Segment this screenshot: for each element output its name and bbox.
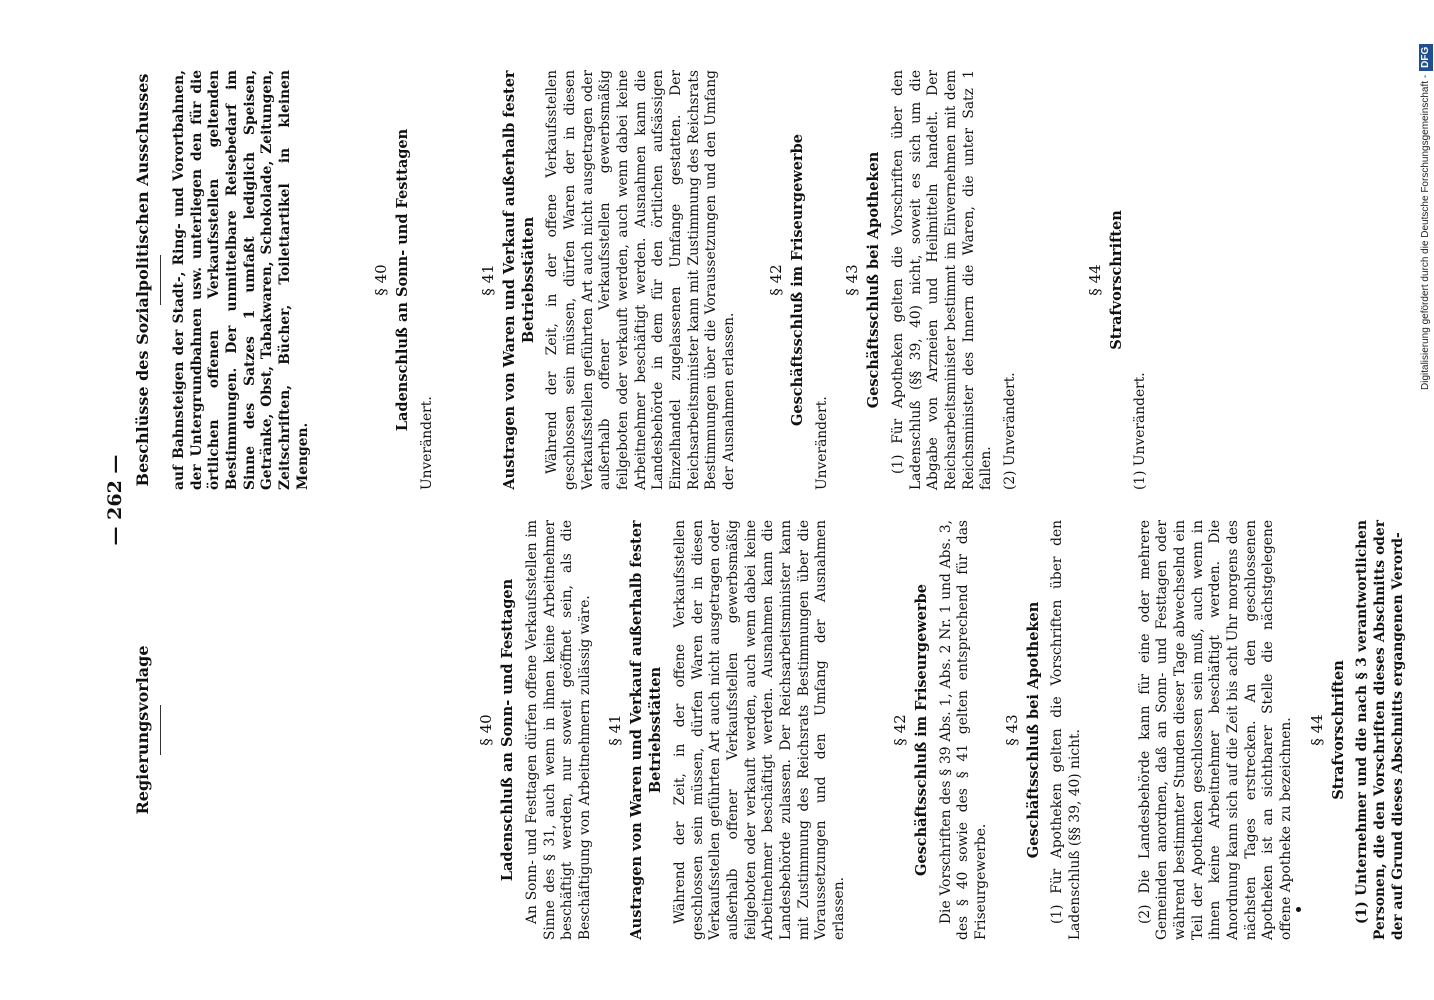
paragraph: (1) Für Apotheken gelten die Vorschriften über den Ladenschluß (§§ 39, 40) nicht. [1049, 520, 1084, 940]
section-40 [477, 520, 594, 940]
left-column [128, 520, 1419, 940]
left-column-heading: Regierungsvorlage [133, 645, 152, 815]
section-title: Strafvorschriften [1329, 660, 1347, 800]
paragraph: (1) Unternehmer und die nach § 3 verantwortlichen Personen, die den Vorschriften dieses Abschnitts oder der auf Grund dieses Abschnitts ergangenen Verord- [1354, 520, 1406, 940]
paragraph: Während der Zeit, in der offene Verkaufsstellen geschlossen sein müssen, dürfen Waren der in diesen Verkaufsstellen geführten Art auch nicht ausgetragen oder außerhalb offener Verkaufsstellen gewerbsmäßig feilgeboten oder verkauft werden, auch wenn dabei keine Arbeitnehmer beschäftigt werden. Ausnahmen kann die Landesbehörde zulassen. Der Reichsarbeitsminister kann mit Zustimmung des Reichsrats Bestimmungen über die Voraussetzungen und den Umfang der Ausnahmen erlassen. [672, 520, 848, 940]
dfg-logo: DFG [1419, 44, 1433, 71]
paragraph: Unverändert. [813, 396, 830, 490]
section-title: Ladenschluß an Sonn- und Festtagen [499, 578, 516, 882]
section-43 [1003, 520, 1296, 940]
section-number: § 44 [1307, 714, 1326, 746]
section-42 [767, 70, 832, 490]
section-number: § 41 [478, 264, 497, 296]
section-number: § 41 [606, 714, 625, 746]
heading-rule [160, 255, 161, 305]
section-42 [891, 520, 991, 940]
intro-paragraph: auf Bahnsteigen der Stadt-, Ring- und Vorortbahnen, der Untergrundbahnen usw. unterliegen den für die örtlichen offenen Verkaufsstellen geltenden Bestimmungen. Der unmittelbare Reisebedarf im Sinne des Satzes 1 umfaßt lediglich Speisen, Getränke, Obst, Tabakwaren, Schokolade, Zeitungen, Zeitschriften, Bücher, Toilettartikel in kleinen Mengen. [171, 70, 311, 490]
section-title: Ladenschluß an Sonn- und Festtagen [394, 128, 412, 432]
section-number: § 40 [477, 714, 495, 746]
paragraph: (2) Unverändert. [1001, 372, 1018, 490]
right-column-heading: Beschlüsse des Sozialpolitischen Ausschusses [133, 73, 152, 487]
section-title: Austragen von Waren und Verkauf außerhalb fester Betriebsstätten [628, 520, 665, 940]
section-41 [606, 520, 848, 940]
right-column [128, 70, 1162, 490]
section-number: § 40 [372, 264, 391, 296]
section-number: § 43 [843, 264, 862, 296]
section-number: § 44 [1085, 264, 1104, 296]
section-title: Geschäftsschluß im Friseurgewerbe [912, 583, 930, 877]
paragraph: Unverändert. [419, 396, 436, 490]
paragraph: Während der Zeit, in der offene Verkaufsstellen geschlossen sein müssen, dürfen Waren der in diesen Verkaufsstellen geführten Art auch nicht ausgetragen oder außerhalb offener Verkaufsstellen gewerbsmäßig feilgeboten oder verkauft werden, auch wenn dabei keine Arbeitnehmer beschäftigt werden. Ausnahmen kann die Landesbehörde in dem für den örtlichen aufsässigen Einzelhandel zugelassenen Umfange gestatten. Der Reichsarbeitsminister kann mit Zustimmung des Reichsrats Bestimmungen über die Voraussetzungen und den Umfang der Ausnahmen erlassen. [544, 70, 737, 490]
section-number: § 42 [890, 714, 909, 746]
section-41 [479, 70, 739, 490]
digitization-credit [1410, 10, 1434, 390]
paragraph: (2) Die Landesbehörde kann für eine oder mehrere Gemeinden anordnen, daß an Sonn- und Festtagen oder während bestimmter Stunden dieser Tage abwechselnd ein Teil der Apotheken geschlossen sein muß, auch wenn in ihnen keine Arbeitnehmer beschäftigt werden. Die Anordnung kann sich auf die Zeit bis acht Uhr morgens des nächsten Tages erstrecken. An den geschlossenen Apotheken ist an sichtbarer Stelle die nächstgelegene offene Apotheke zu bezeichnen. [1136, 520, 1294, 940]
paragraph: (1) Unverändert. [1132, 372, 1149, 490]
section-title: Geschäftsschluß im Friseurgewerbe [788, 133, 806, 427]
section-44 [1086, 70, 1151, 490]
section-44 [1308, 520, 1408, 940]
section-title: Strafvorschriften [1107, 210, 1125, 350]
page-number: — 262 — [104, 454, 126, 546]
paragraph: An Sonn- und Festtagen dürfen offene Verkaufsstellen im Sinne des § 31, auch wenn in ihnen keine Arbeitnehmer beschäftigt werden, nur soweit geöffnet sein, als die Beschäftigung von Arbeitnehmern zulässig wäre. [523, 520, 593, 940]
section-number: § 43 [1002, 714, 1021, 746]
credit-text: Digitalisierung gefördert durch die Deutsche Forschungsgemeinschaft - [1420, 74, 1431, 390]
paragraph: Die Vorschriften des § 39 Abs. 1, Abs. 2 Nr. 1 und Abs. 3, des § 40 sowie des § 41 gelten entsprechend für das Friseurgewerbe. [937, 520, 989, 940]
section-title: Austragen von Waren und Verkauf außerhalb fester Betriebsstätten [500, 70, 537, 490]
paragraph: (1) Für Apotheken gelten die Vorschriften über den Ladenschluß (§§ 39, 40) nicht, soweit es sich um die Abgabe von Arzneien und Heilmitteln handelt. Der Reichsarbeitsminister bestimmt im Einvernehmen mit dem Reichsminister des Innern die Waren, die unter Satz 1 fallen. [890, 70, 995, 490]
section-number: § 42 [766, 264, 785, 296]
section-43 [843, 70, 1019, 490]
section-title: Geschäftsschluß bei Apotheken [865, 151, 883, 409]
section-40 [372, 70, 437, 490]
stray-dot [1296, 907, 1301, 912]
heading-rule [160, 705, 161, 755]
section-title: Geschäftsschluß bei Apotheken [1024, 601, 1042, 859]
